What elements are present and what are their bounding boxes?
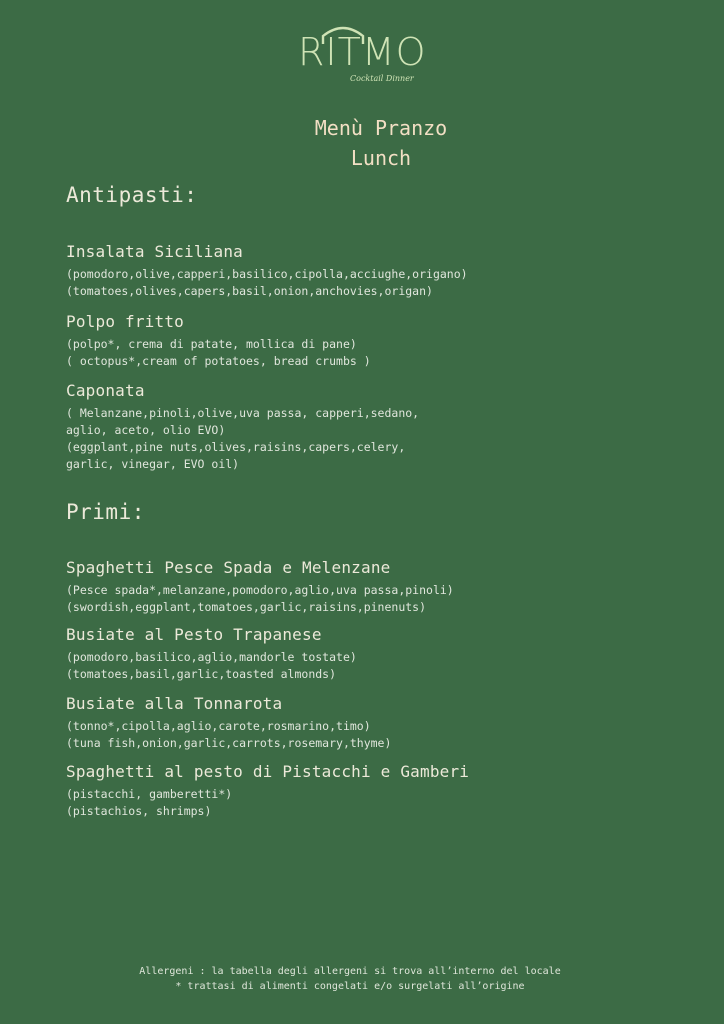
frozen-food-note: * trattasi di alimenti congelati e/o surgelati all’origine (175, 981, 525, 992)
dish-name: Busiate al Pesto Trapanese (66, 625, 322, 644)
dish-ingredients-en: ( octopus*,cream of potatoes, bread crumbs ) (66, 354, 371, 368)
dish-name: Spaghetti Pesce Spada e Melenzane (66, 558, 391, 577)
dish-ingredients-it: (pistacchi, gamberetti*) (66, 787, 233, 801)
dish-ingredients-it: ( Melanzane,pinoli,olive,uva passa, capperi,sedano, (66, 406, 420, 420)
dish-item (66, 242, 686, 300)
menu-title-english: Lunch (350, 146, 412, 170)
dish-ingredients-it: (Pesce spada*,melanzane,pomodoro,aglio,uva passa,pinoli) (66, 583, 454, 597)
section-heading-primi: Primi: (66, 500, 145, 524)
dish-ingredients-en: (pistachios, shrimps) (66, 804, 212, 818)
menu-title-italian: Menù Pranzo (314, 116, 448, 140)
dish-item (66, 312, 686, 370)
dish-ingredients-it: (pomodoro,olive,capperi,basilico,cipolla,acciughe,origano) (66, 267, 468, 281)
dish-item (66, 625, 686, 683)
dish-ingredients-it: (polpo*, crema di patate, mollica di pane) (66, 337, 357, 351)
footer-notes (0, 964, 700, 994)
dish-name: Busiate alla Tonnarota (66, 694, 283, 713)
dish-item (66, 381, 686, 473)
dish-name: Insalata Siciliana (66, 242, 243, 261)
dish-ingredients-it: (pomodoro,basilico,aglio,mandorle tostate) (66, 650, 357, 664)
dish-name: Spaghetti al pesto di Pistacchi e Gamberi (66, 762, 470, 781)
dish-ingredients-en: (eggplant,pine nuts,olives,raisins,capers,celery, (66, 440, 406, 454)
section-heading-antipasti: Antipasti: (66, 183, 198, 207)
dish-item (66, 558, 686, 616)
dish-name: Caponata (66, 381, 145, 400)
dish-item (66, 762, 686, 820)
brand-tagline: Cocktail Dinner (350, 74, 414, 83)
dish-ingredients-en: (tomatoes,olives,capers,basil,onion,anchovies,origan) (66, 284, 433, 298)
brand-name: RITMO (298, 30, 427, 74)
allergens-note: Allergeni : la tabella degli allergeni si trova all’interno del locale (139, 966, 561, 977)
dish-ingredients-en: (tomatoes,basil,garlic,toasted almonds) (66, 667, 337, 681)
dish-ingredients-en: (tuna fish,onion,garlic,carrots,rosemary,thyme) (66, 736, 392, 750)
dish-name: Polpo fritto (66, 312, 184, 331)
dish-ingredients-en: garlic, vinegar, EVO oil) (66, 457, 240, 471)
dish-item (66, 694, 686, 752)
dish-ingredients-it: aglio, aceto, olio EVO) (66, 423, 226, 437)
brand-logo (298, 22, 438, 90)
dish-ingredients-en: (swordish,eggplant,tomatoes,garlic,raisins,pinenuts) (66, 600, 427, 614)
dish-ingredients-it: (tonno*,cipolla,aglio,carote,rosmarino,timo) (66, 719, 371, 733)
